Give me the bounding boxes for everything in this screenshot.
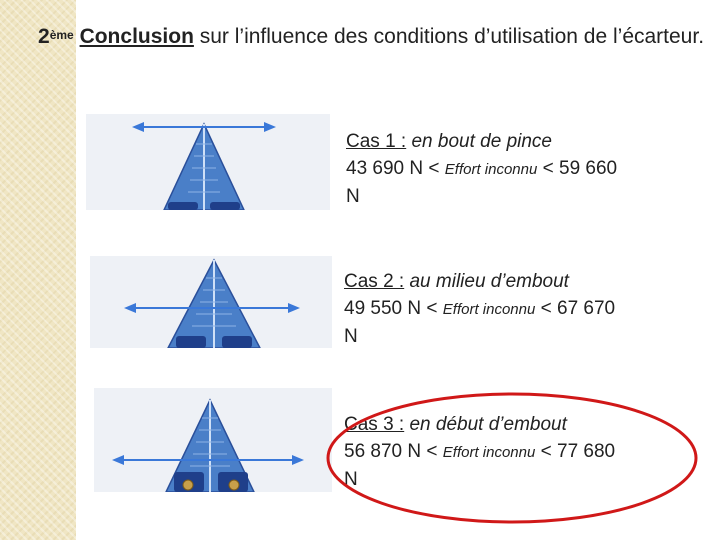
case-3-label: Cas 3 : [344, 414, 405, 435]
case-1-min: 43 690 N < [346, 158, 440, 179]
decorative-side-stripe [0, 0, 80, 540]
case-1-position: en bout de pince [406, 131, 552, 152]
case-2-illustration [90, 256, 332, 348]
title-superscript: ème [49, 28, 74, 42]
case-3-unknown: Effort inconnu [442, 444, 536, 461]
title-number: 2 [38, 25, 50, 48]
case-1-text [346, 128, 617, 210]
case-2-position: au milieu d’embout [404, 271, 569, 292]
case-2-text [344, 268, 615, 350]
case-1-unit: N [346, 186, 360, 207]
case-3-min: 56 870 N < [344, 441, 438, 462]
case-2-unknown: Effort inconnu [442, 301, 536, 318]
case-3-position: en début d’embout [404, 414, 567, 435]
case-2-unit: N [344, 326, 358, 347]
case-3-illustration [94, 388, 332, 492]
case-1-illustration [86, 114, 330, 210]
case-1-unknown: Effort inconnu [444, 161, 538, 178]
title-keyword: Conclusion [79, 25, 194, 48]
case-2-max: < 67 670 [540, 298, 616, 319]
case-3-max: < 77 680 [540, 441, 616, 462]
case-1-max: < 59 660 [542, 158, 618, 179]
case-2-min: 49 550 N < [344, 298, 438, 319]
case-3-text [344, 411, 615, 493]
page-title [38, 22, 708, 52]
case-1-label: Cas 1 : [346, 131, 407, 152]
case-3-unit: N [344, 469, 358, 490]
title-rest: sur l’influence des conditions d’utilisation de l’écarteur. [193, 25, 705, 48]
case-2-label: Cas 2 : [344, 271, 405, 292]
